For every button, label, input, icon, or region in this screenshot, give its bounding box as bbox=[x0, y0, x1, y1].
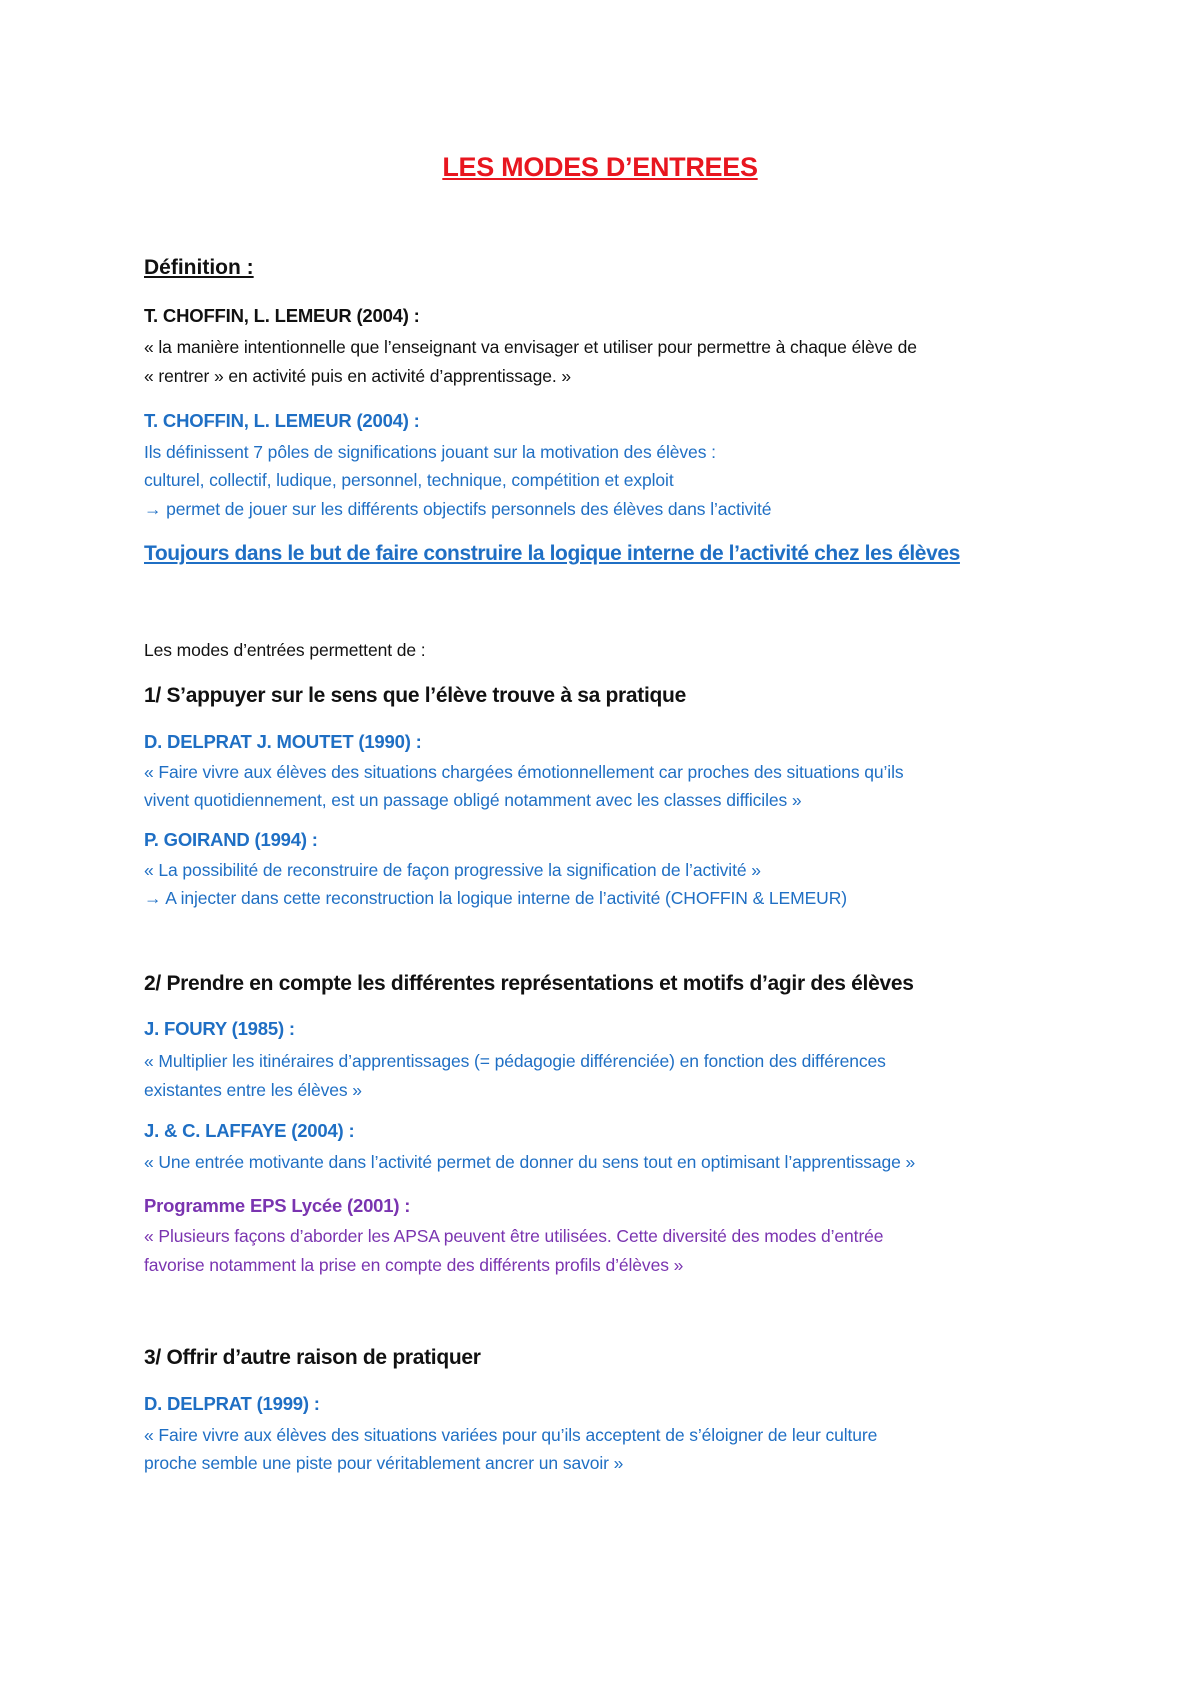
section-heading: 3/ Offrir d’autre raison de pratiquer bbox=[144, 1346, 481, 1369]
ref-author: D. DELPRAT J. MOUTET (1990) : bbox=[144, 731, 422, 752]
quote-line: « Faire vivre aux élèves des situations chargées émotionnellement car proches des situations qu’ils bbox=[144, 762, 904, 782]
quote-line: « Plusieurs façons d’aborder les APSA peuvent être utilisées. Cette diversité des modes d’entrée bbox=[144, 1226, 884, 1246]
section-heading: 2/ Prendre en compte les différentes représentations et motifs d’agir des élèves bbox=[144, 972, 914, 995]
definition-label: Définition : bbox=[144, 256, 254, 279]
intro-line: Les modes d’entrées permettent de : bbox=[144, 640, 426, 660]
quote-line: « Faire vivre aux élèves des situations variées pour qu’ils acceptent de s’éloigner de leur culture bbox=[144, 1425, 878, 1445]
quote-line: « La possibilité de reconstruire de façon progressive la signification de l’activité » bbox=[144, 860, 761, 880]
quote-line: « la manière intentionnelle que l’enseignant va envisager et utiliser pour permettre à chaque élève de bbox=[144, 337, 917, 357]
body-line: → permet de jouer sur les différents objectifs personnels des élèves dans l’activité bbox=[144, 499, 772, 519]
quote-line: proche semble une piste pour véritablement ancrer un savoir » bbox=[144, 1453, 624, 1473]
quote-line: existantes entre les élèves » bbox=[144, 1080, 362, 1100]
quote-line: « Multiplier les itinéraires d’apprentissages (= pédagogie différenciée) en fonction des différences bbox=[144, 1051, 886, 1071]
ref-author: T. CHOFFIN, L. LEMEUR (2004) : bbox=[144, 305, 420, 326]
body-line: → A injecter dans cette reconstruction la logique interne de l’activité (CHOFFIN & LEMEUR) bbox=[144, 888, 847, 908]
quote-line: vivent quotidiennement, est un passage obligé notamment avec les classes difficiles » bbox=[144, 790, 802, 810]
quote-line: « Une entrée motivante dans l’activité permet de donner du sens tout en optimisant l’apprentissage » bbox=[144, 1152, 916, 1172]
ref-author: J. FOURY (1985) : bbox=[144, 1018, 295, 1039]
ref-author: J. & C. LAFFAYE (2004) : bbox=[144, 1120, 355, 1141]
page-title: LES MODES D’ENTREES bbox=[442, 152, 758, 182]
body-line: Ils définissent 7 pôles de significations jouant sur la motivation des élèves : bbox=[144, 442, 716, 462]
ref-author: P. GOIRAND (1994) : bbox=[144, 829, 318, 850]
body-line: culturel, collectif, ludique, personnel, technique, compétition et exploit bbox=[144, 470, 674, 490]
highlight-line: Toujours dans le but de faire construire la logique interne de l’activité chez les élèves bbox=[144, 542, 960, 565]
ref-author: Programme EPS Lycée (2001) : bbox=[144, 1195, 411, 1216]
quote-line: « rentrer » en activité puis en activité d’apprentissage. » bbox=[144, 366, 571, 386]
section-heading: 1/ S’appuyer sur le sens que l’élève trouve à sa pratique bbox=[144, 684, 686, 707]
quote-line: favorise notamment la prise en compte des différents profils d’élèves » bbox=[144, 1255, 684, 1275]
ref-author: T. CHOFFIN, L. LEMEUR (2004) : bbox=[144, 410, 420, 431]
ref-author: D. DELPRAT (1999) : bbox=[144, 1393, 320, 1414]
